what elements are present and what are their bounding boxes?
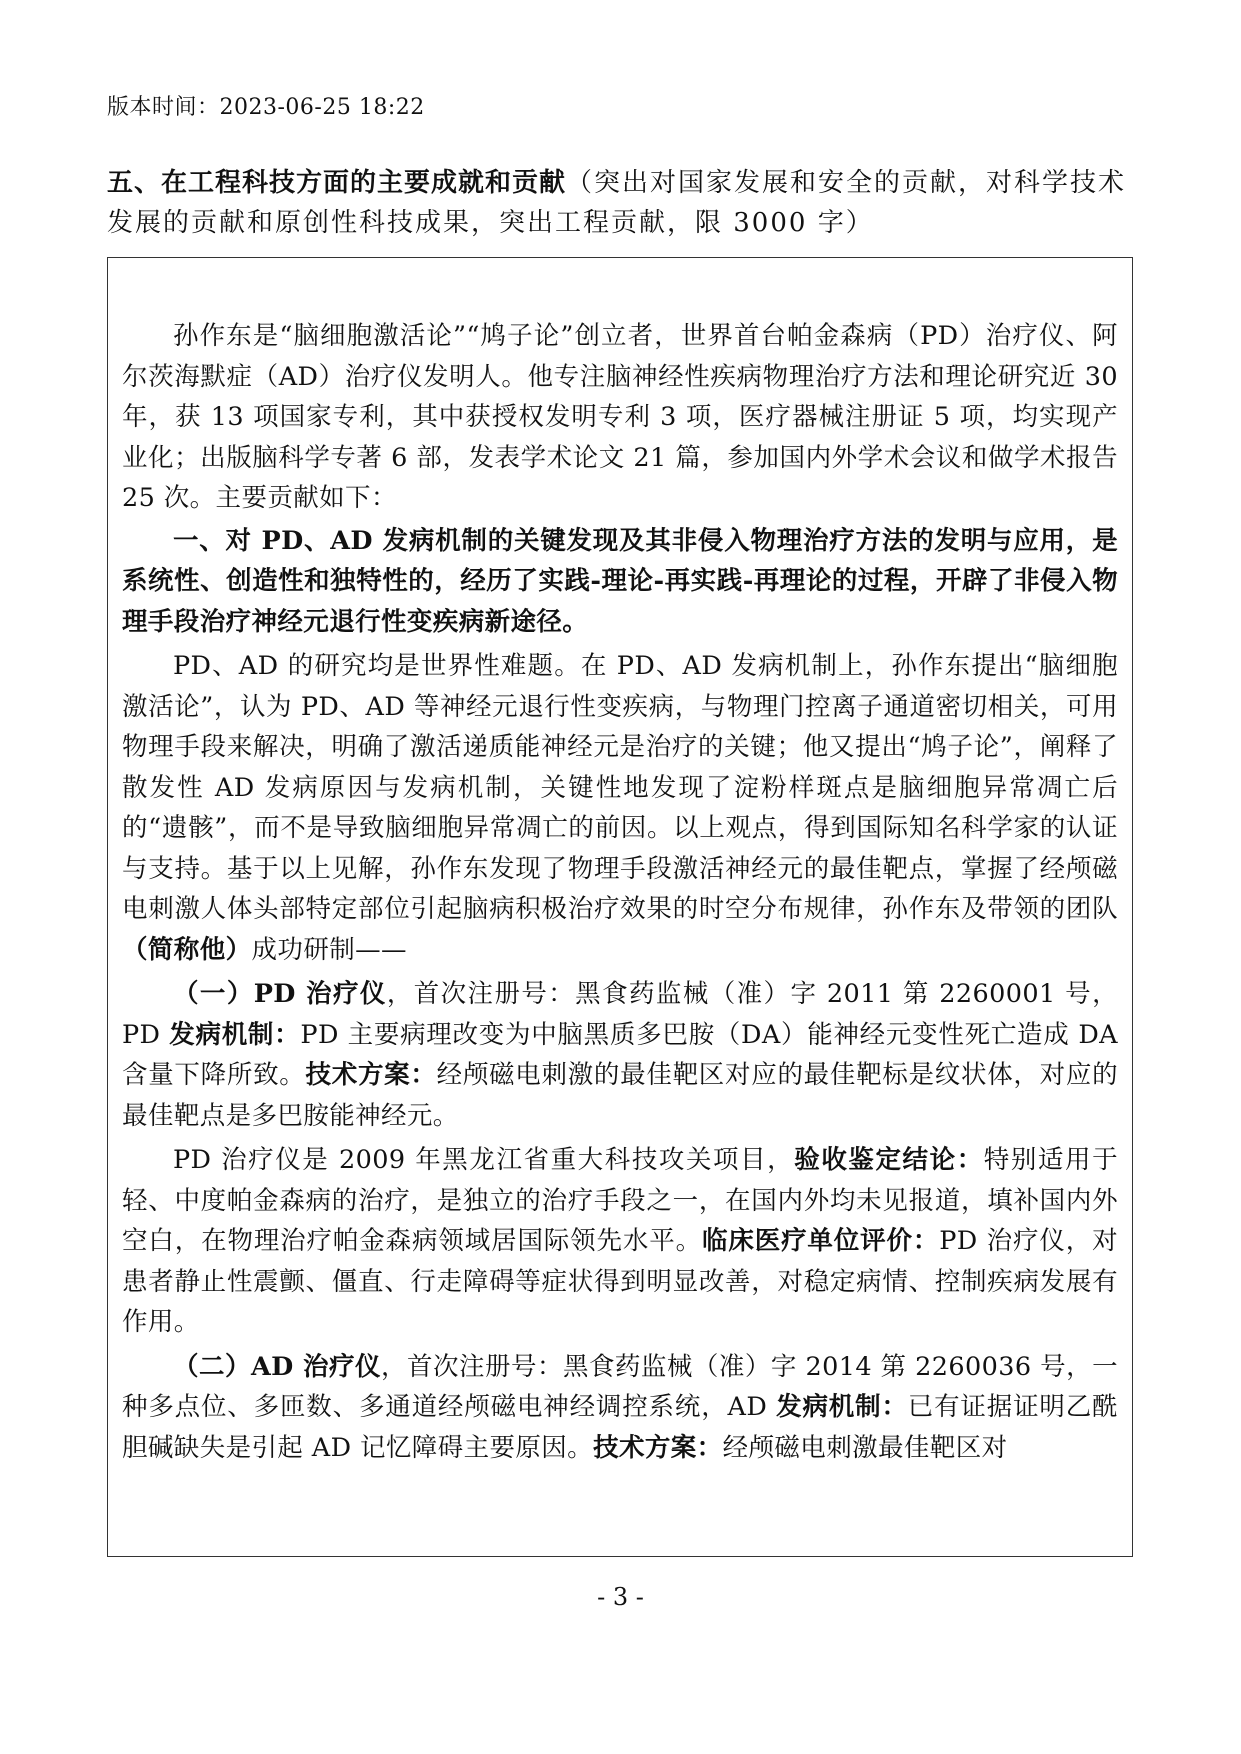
ad-device-paragraph [122, 1347, 1118, 1469]
ad-device-registration: ，首次注册号：黑食药监械（准）字 2014 第 2260036 号，一种多点位、多匝数、多通道经颅磁电神经调控系统，AD [122, 1351, 1118, 1422]
pd-technical-text: 经颅磁电刺激的最佳靶区对应的最佳靶标是纹状体，对应的最佳靶点是多巴胺能神经元。 [122, 1060, 1118, 1131]
pd-mechanism-label: 发病机制： [169, 1019, 301, 1050]
pd-project-text: PD 治疗仪是 2009 年黑龙江省重大科技攻关项目， [173, 1145, 795, 1175]
section-title: 五、在工程科技方面的主要成就和贡献 [107, 168, 567, 198]
point-one-heading: 一、对 PD、AD 发病机制的关键发现及其非侵入物理治疗方法的发明与应用，是系统性、创造性和独特性的，经历了实践-理论-再实践-再理论的过程，开辟了非侵入物理手段治疗神经元退行性变疾病新途径。 [122, 525, 1118, 637]
pd-evaluation-paragraph [122, 1140, 1118, 1343]
pd-acceptance-text: 特别适用于轻、中度帕金森病的治疗，是独立的治疗手段之一，在国内外均未见报道，填补国内外空白，在物理治疗帕金森病领域居国际领先水平。 [122, 1145, 1118, 1256]
page-number: - 3 - [597, 1583, 644, 1611]
intro-paragraph: 孙作东是“脑细胞激活论”“鸠子论”创立者，世界首台帕金森病（PD）治疗仪、阿尔茨海默症（AD）治疗仪发明人。他专注脑神经性疾病物理治疗方法和理论研究近 30 年，获 13 项国家专利，其中获授权发明专利 3 项，医疗器械注册证 5 项，均实现产业化；出版脑科学专著 6 部，发表学术论文 21 篇，参加国内外学术会议和做学术报告 25 次。主要贡献如下： [122, 321, 1118, 513]
mechanism-paragraph [122, 646, 1118, 970]
content-body [122, 316, 1118, 1468]
version-time: 版本时间：2023-06-25 18:22 [107, 95, 425, 120]
ad-technical-label: 技术方案： [593, 1432, 723, 1463]
ad-technical-text: 经颅磁电刺激最佳靶区对 [722, 1432, 1008, 1463]
abbreviation-note: （简称他） [122, 934, 252, 965]
pd-clinical-text: PD 治疗仪，对患者静止性震颤、僵直、行走障碍等症状得到明显改善，对稳定病情、控制疾病发展有作用。 [122, 1226, 1118, 1337]
section-note: （突出对国家发展和安全的贡献，对科学技术发展的贡献和原创性科技成果，突出工程贡献，限 3000 字） [107, 168, 1127, 238]
pd-acceptance-label: 验收鉴定结论： [794, 1145, 984, 1175]
mechanism-text-end: 成功研制—— [251, 934, 407, 965]
section-heading [107, 163, 1137, 243]
pd-device-label: （一）PD 治疗仪 [173, 979, 387, 1009]
ad-mechanism-label: 发病机制： [776, 1392, 908, 1422]
ad-mechanism-text: 已有证据证明乙酰胆碱缺失是引起 AD 记忆障碍主要原因。 [122, 1392, 1118, 1463]
pd-mechanism-text: PD 主要病理改变为中脑黑质多巴胺（DA）能神经元变性死亡造成 DA 含量下降所致。 [122, 1019, 1118, 1090]
mechanism-text: PD、AD 的研究均是世界性难题。在 PD、AD 发病机制上，孙作东提出“脑细胞激活论”，认为 PD、AD 等神经元退行性变疾病，与物理门控离子通道密切相关，可用物理手段来解决，明确了激活递质能神经元是治疗的关键；他又提出“鸠子论”，阐释了散发性 AD 发病原因与发病机制，关键性地发现了淀粉样斑点是脑细胞异常凋亡后的“遗骸”，而不是导致脑细胞异常凋亡的前因。以上观点，得到国际知名科学家的认证与支持。基于以上见解，孙作东发现了物理手段激活神经元的最佳靶点，掌握了经颅磁电刺激人体头部特定部位引起脑病积极治疗效果的时空分布规律，孙作东及带领的团队 [122, 651, 1118, 924]
pd-technical-label: 技术方案： [305, 1060, 437, 1090]
pd-clinical-label: 临床医疗单位评价： [701, 1226, 940, 1256]
content-box [107, 257, 1133, 1557]
ad-device-label: （二）AD 治疗仪 [173, 1351, 382, 1382]
pd-device-registration: ，首次注册号：黑食药监械（准）字 2011 第 2260001 号，PD [122, 979, 1118, 1050]
pd-device-paragraph [122, 974, 1118, 1136]
